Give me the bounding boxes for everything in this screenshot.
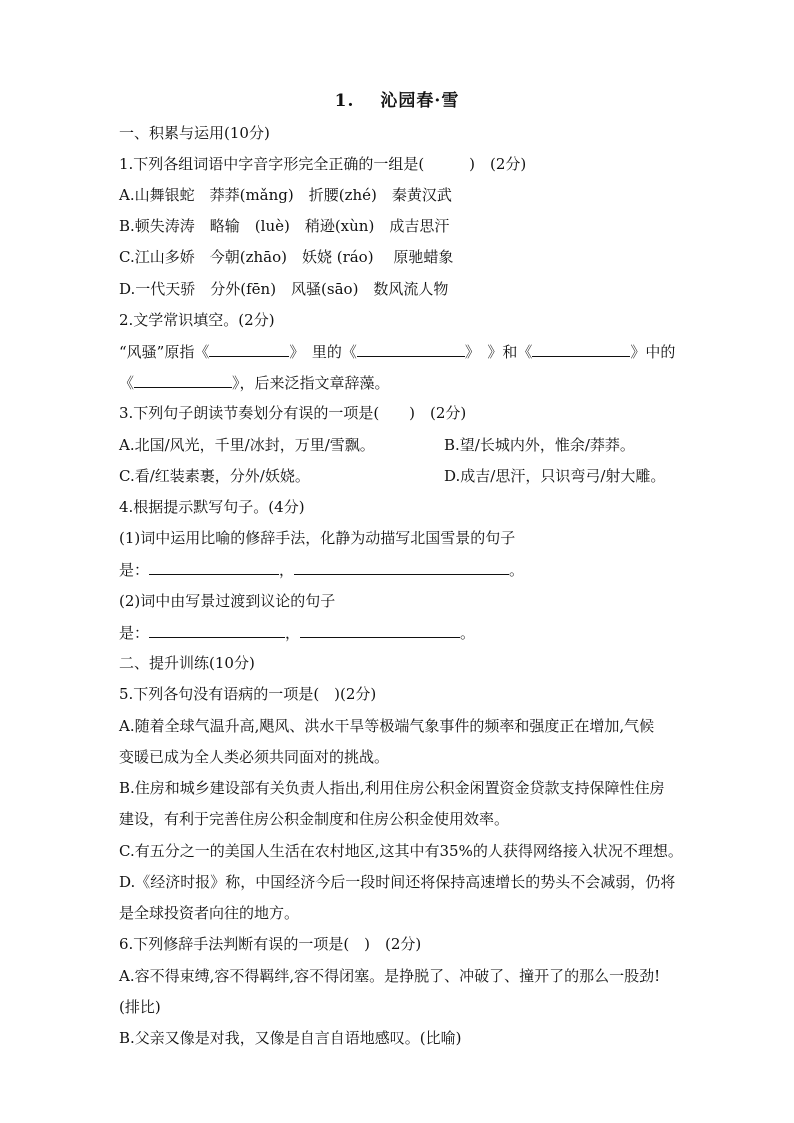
q3-row-2 [119, 466, 719, 486]
q2-line2 [119, 372, 719, 393]
q2-stem: 2.文学常识填空。(2分) [119, 311, 275, 329]
q2-text-1: “风骚”原指《 [119, 343, 210, 361]
title-number: 1. [334, 91, 355, 111]
q1-option-a: A.山舞银蛇 莽莽(mǎng) 折腰(zhé) 秦黄汉武 [119, 186, 452, 204]
q3-option-c: C.看/红装素裹，分外/妖娆。 [119, 467, 310, 485]
q4-answer-1 [119, 559, 719, 580]
q4-answer-2-end: 。 [460, 624, 476, 642]
q4-blank-4[interactable] [300, 622, 460, 638]
q2-blank-2[interactable] [357, 341, 465, 357]
q4-blank-2[interactable] [294, 559, 509, 575]
q4-answer-1-comma: ， [279, 561, 295, 579]
section1-heading: 一、积累与运用(10分) [119, 124, 270, 142]
q1-option-d: D.一代天骄 分外(fēn) 风骚(sāo) 数风流人物 [119, 280, 449, 298]
q2-text-6: 》，后来泛指文章辞藻。 [232, 374, 390, 392]
q4-blank-3[interactable] [149, 622, 285, 638]
q6-option-b-line1: B.父亲又像是对我，又像是自言自语地感叹。(比喻) [119, 1029, 462, 1047]
q5-option-b-line1: B.住房和城乡建设部有关负责人指出,利用住房公积金闲置资金贷款支持保障性住房 [119, 779, 665, 797]
q1-option-c: C.江山多娇 今朝(zhāo) 妖娆 (ráo) 原驰蜡象 [119, 248, 454, 266]
q2-blank-3[interactable] [532, 341, 630, 357]
q4-stem: 4.根据提示默写句子。(4分) [119, 498, 305, 516]
q6-stem: 6.下列修辞手法判断有误的一项是( ) (2分) [119, 935, 422, 953]
q3-stem: 3.下列句子朗读节奏划分有误的一项是( ) (2分) [119, 404, 467, 422]
q1-option-b: B.顿失涛涛 略输 (luè) 稍逊(xùn) 成吉思汗 [119, 217, 450, 235]
q4-answer-2 [119, 622, 719, 643]
q3-option-a: A.北国/风光，千里/冰封，万里/雪飘。 [119, 436, 375, 454]
q2-text-3: 》 》和《 [464, 343, 533, 361]
q2-text-2: 》 里的《 [289, 343, 357, 361]
q5-option-a-line2: 变暖已成为全人类必须共同面对的挑战。 [119, 748, 390, 766]
q5-option-c-line1: C.有五分之一的美国人生活在农村地区,这其中有35%的人获得网络接入状况不理想。 [119, 842, 683, 860]
page-title [0, 86, 794, 111]
q3-option-b: B.望/长城内外，惟余/莽莽。 [444, 436, 635, 454]
q2-blank-4[interactable] [134, 372, 232, 388]
section2-heading: 二、提升训练(10分) [119, 654, 255, 672]
q3-option-d: D.成吉/思汗，只识弯弓/射大雕。 [444, 467, 666, 485]
q3-row-1 [119, 435, 719, 455]
q4-answer-1-end: 。 [509, 561, 525, 579]
q4-answer-1-prefix: 是： [119, 561, 150, 579]
q4-answer-2-prefix: 是： [119, 624, 150, 642]
q5-option-b-line2: 建设，有利于完善住房公积金制度和住房公积金使用效率。 [119, 810, 510, 828]
q5-option-d-line2: 是全球投资者向往的地方。 [119, 904, 300, 922]
q5-stem: 5.下列各句没有语病的一项是( )(2分) [119, 685, 377, 703]
q6-option-a-line1: A.容不得束缚,容不得羁绊,容不得闭塞。是挣脱了、冲破了、撞开了的那么一股劲! [119, 967, 661, 985]
q2-line1 [119, 341, 719, 362]
q6-option-a-line2: (排比) [119, 998, 161, 1016]
q2-text-4: 》中的 [630, 343, 676, 361]
title-text: 沁园春·雪 [380, 91, 460, 111]
q2-blank-1[interactable] [209, 341, 289, 357]
q2-text-5: 《 [119, 374, 135, 392]
q5-option-d-line1: D.《经济时报》称，中国经济今后一段时间还将保持高速增长的势头不会减弱，仍将 [119, 873, 676, 891]
q5-option-a-line1: A.随着全球气温升高,飓风、洪水干旱等极端气象事件的频率和强度正在增加,气候 [119, 717, 655, 735]
q4-blank-1[interactable] [149, 559, 279, 575]
q1-stem: 1.下列各组词语中字音字形完全正确的一组是( ) (2分) [119, 155, 527, 173]
q4-answer-2-comma: ， [285, 624, 301, 642]
q4-prompt-2: (2)词中由写景过渡到议论的句子 [119, 592, 336, 610]
q4-prompt-1: (1)词中运用比喻的修辞手法，化静为动描写北国雪景的句子 [119, 529, 516, 547]
